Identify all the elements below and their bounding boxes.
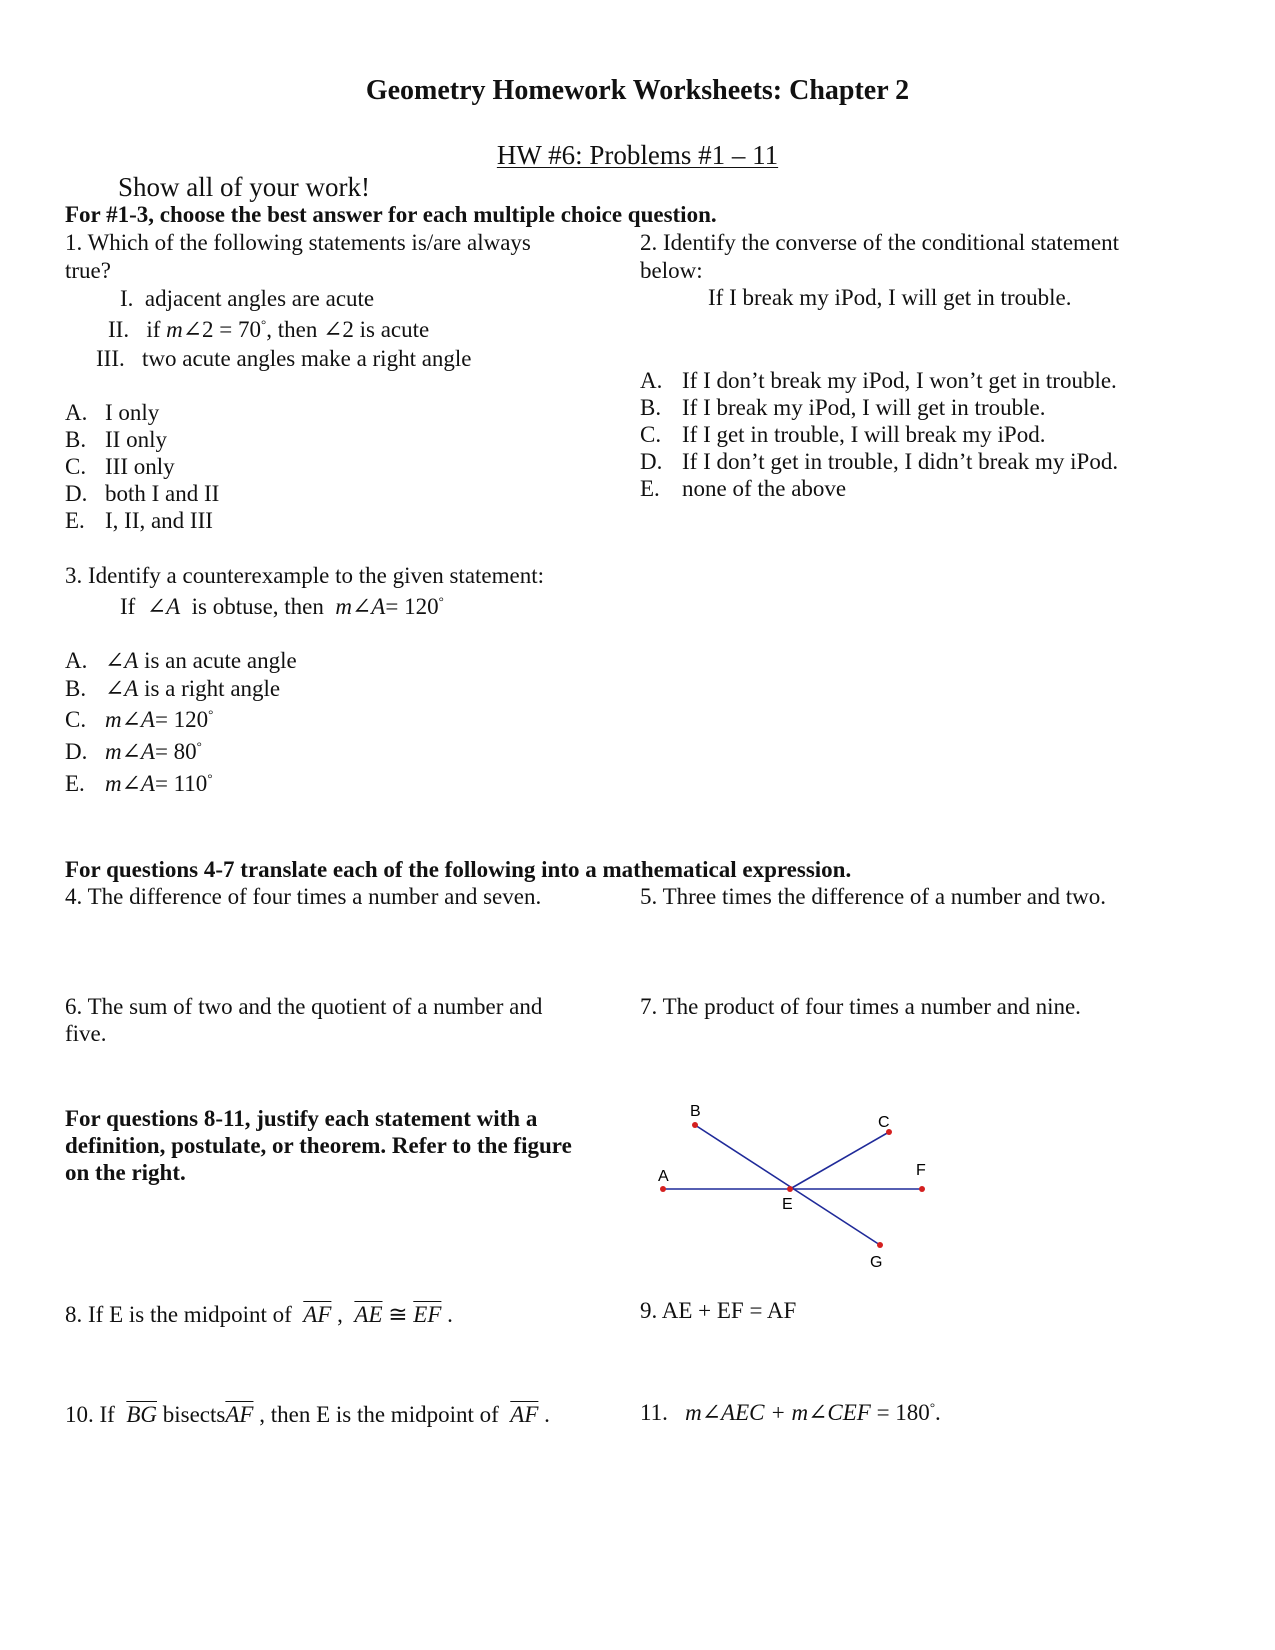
q1-statement-2-eq: 2 = 70 bbox=[202, 317, 262, 342]
section3-heading-line1: For questions 8-11, justify each statement with a bbox=[65, 1106, 538, 1131]
q1-statement-1-num: I. bbox=[120, 286, 134, 311]
q1-statement-2-then: , then bbox=[266, 317, 318, 342]
point-g bbox=[877, 1242, 883, 1248]
q8-seg2: $\overline{AE}$ bbox=[354, 1302, 383, 1327]
question-6-line2: five. bbox=[65, 1021, 107, 1046]
q3-choice-e-text: = 110 bbox=[154, 771, 208, 796]
section3-heading-line3: on the right. bbox=[65, 1160, 186, 1185]
q2-choice-e-letter: E. bbox=[640, 476, 660, 501]
q3-choice-c-text: = 120 bbox=[154, 707, 209, 732]
q3-statement-deg: ° bbox=[438, 593, 444, 609]
q10-seg2: $\overline{AF}$ bbox=[225, 1402, 254, 1427]
q11-num: 11. bbox=[640, 1400, 668, 1425]
q11-expr: m∠AEC + m∠CEF bbox=[685, 1400, 871, 1425]
q2-choice-c-text: If I get in trouble, I will break my iPod. bbox=[682, 422, 1046, 447]
point-f bbox=[919, 1186, 925, 1192]
q1-choice-d[interactable] bbox=[65, 481, 219, 507]
label-c: C bbox=[878, 1114, 890, 1131]
q2-choice-d[interactable] bbox=[640, 449, 1118, 475]
q3-choice-d[interactable] bbox=[65, 739, 202, 765]
instruction: Show all of your work! bbox=[118, 172, 370, 202]
q3-statement-angle: ∠A bbox=[146, 594, 181, 619]
q3-choice-c-deg: ° bbox=[208, 706, 214, 722]
q3-choice-a-letter: A. bbox=[65, 648, 88, 673]
q1-choice-a-letter: A. bbox=[65, 400, 88, 425]
q1-statement-2-angle2: ∠ bbox=[323, 317, 343, 342]
q3-choice-a-text: is an acute angle bbox=[144, 648, 297, 673]
q3-statement-if: If bbox=[120, 594, 136, 619]
line-bg bbox=[695, 1125, 880, 1245]
q8-seg3: $\overline{EF}$ bbox=[413, 1302, 442, 1327]
page-title: Geometry Homework Worksheets: Chapter 2 bbox=[365, 75, 910, 106]
q3-line1: 3. Identify a counterexample to the given statement: bbox=[65, 563, 545, 588]
q3-choice-e[interactable] bbox=[65, 771, 213, 797]
q2-statement: If I break my iPod, I will get in trouble. bbox=[708, 285, 1072, 310]
q1-choice-b-text: II only bbox=[105, 427, 167, 452]
q3-choice-d-text: = 80 bbox=[154, 739, 197, 764]
q1-choice-d-text: both I and II bbox=[105, 481, 220, 506]
question-7: 7. The product of four times a number and nine. bbox=[640, 994, 1081, 1019]
q1-statement-1-text: adjacent angles are acute bbox=[144, 286, 375, 311]
question-9: 9. AE + EF = AF bbox=[640, 1298, 797, 1323]
q3-choice-e-deg: ° bbox=[207, 770, 213, 786]
page-subtitle: HW #6: Problems #1 – 11 bbox=[496, 140, 779, 170]
q1-statement-2-deg: ° bbox=[261, 316, 267, 332]
q1-choice-b-letter: B. bbox=[65, 427, 87, 452]
q11-eq: = 180 bbox=[876, 1400, 930, 1425]
q3-choice-a-math: ∠A bbox=[105, 648, 139, 673]
q3-choice-d-deg: ° bbox=[196, 738, 202, 754]
section2-heading: For questions 4-7 translate each of the following into a mathematical expression. bbox=[65, 857, 852, 882]
q2-choice-c[interactable] bbox=[640, 422, 1045, 448]
q10-pre: 10. If bbox=[65, 1402, 115, 1427]
question-11 bbox=[640, 1400, 941, 1426]
q10-seg3: $\overline{AF}$ bbox=[510, 1402, 539, 1427]
q3-statement-mid: is obtuse, then bbox=[191, 594, 324, 619]
label-a: A bbox=[658, 1168, 669, 1185]
q10-post: , then E is the midpoint of bbox=[259, 1402, 499, 1427]
q8-pre: 8. If E is the midpoint of bbox=[65, 1302, 292, 1327]
question-10 bbox=[65, 1402, 550, 1428]
q1-choice-a[interactable] bbox=[65, 400, 159, 426]
q8-cong: ≅ bbox=[388, 1302, 408, 1327]
q1-statement-3-num: III. bbox=[96, 346, 125, 371]
q3-choice-c-math: m∠A bbox=[105, 707, 155, 732]
q1-statement-1 bbox=[120, 286, 374, 312]
q2-choice-e-text: none of the above bbox=[682, 476, 847, 501]
q2-choice-b[interactable] bbox=[640, 395, 1045, 421]
q2-line1: 2. Identify the converse of the conditional statement bbox=[640, 230, 1120, 255]
question-5: 5. Three times the difference of a number and two. bbox=[640, 884, 1107, 909]
q1-choice-e[interactable] bbox=[65, 508, 213, 534]
q1-choice-b[interactable] bbox=[65, 427, 167, 453]
q3-choice-b-math: ∠A bbox=[105, 676, 139, 701]
q3-choice-b-letter: B. bbox=[65, 676, 87, 701]
q1-choice-e-letter: E. bbox=[65, 508, 85, 533]
q2-choice-d-letter: D. bbox=[640, 449, 663, 474]
q1-statement-3 bbox=[96, 346, 472, 372]
q1-statement-3-text: two acute angles make a right angle bbox=[141, 346, 472, 371]
section1-heading: For #1-3, choose the best answer for each multiple choice question. bbox=[65, 202, 717, 227]
q8-seg1: $\overline{AF}$ bbox=[303, 1302, 332, 1327]
q3-statement-m: m∠A bbox=[335, 594, 386, 619]
q1-choice-e-text: I, II, and III bbox=[105, 508, 213, 533]
q1-statement-2-m: m bbox=[166, 317, 183, 342]
q1-line1: 1. Which of the following statements is/are always bbox=[65, 230, 531, 255]
q3-choice-e-letter: E. bbox=[65, 771, 85, 796]
q2-choice-a-text: If I don’t break my iPod, I won’t get in trouble. bbox=[682, 368, 1117, 393]
q2-choice-d-text: If I don’t get in trouble, I didn’t break my iPod. bbox=[682, 449, 1119, 474]
q3-choice-c-letter: C. bbox=[65, 707, 87, 732]
question-8 bbox=[65, 1302, 453, 1328]
label-e: E bbox=[782, 1196, 793, 1213]
point-b bbox=[692, 1122, 698, 1128]
q2-choice-a-letter: A. bbox=[640, 368, 663, 393]
q1-line2: true? bbox=[65, 258, 111, 283]
q10-end: . bbox=[544, 1402, 550, 1427]
q11-deg: ° bbox=[929, 1399, 936, 1415]
section3-heading-line2: definition, postulate, or theorem. Refer to the figure bbox=[65, 1133, 572, 1158]
q1-statement-2-angle: ∠ bbox=[182, 317, 203, 342]
q1-choice-c-text: III only bbox=[105, 454, 175, 479]
q1-statement-2-end: 2 is acute bbox=[342, 317, 430, 342]
q3-choice-b[interactable] bbox=[65, 676, 280, 702]
label-g: G bbox=[870, 1254, 883, 1271]
q2-choice-b-text: If I break my iPod, I will get in trouble. bbox=[682, 395, 1046, 420]
q1-choice-c[interactable] bbox=[65, 454, 175, 480]
q8-end: . bbox=[447, 1302, 453, 1327]
label-f: F bbox=[916, 1162, 926, 1179]
q1-statement-2 bbox=[108, 317, 429, 343]
q3-statement bbox=[120, 594, 444, 620]
q3-choice-a[interactable] bbox=[65, 648, 297, 674]
geometry-figure bbox=[640, 1100, 940, 1280]
question-4: 4. The difference of four times a number and seven. bbox=[65, 884, 542, 909]
q1-statement-2-num: II. bbox=[108, 317, 130, 342]
point-e bbox=[787, 1186, 793, 1192]
q11-end: . bbox=[935, 1400, 941, 1425]
q2-choice-c-letter: C. bbox=[640, 422, 662, 447]
line-ec bbox=[790, 1132, 889, 1189]
label-b: B bbox=[690, 1103, 701, 1120]
q2-choice-a[interactable] bbox=[640, 368, 1117, 394]
q3-choice-e-math: m∠A bbox=[105, 771, 155, 796]
q3-choice-b-text: is a right angle bbox=[144, 676, 281, 701]
question-6-line1: 6. The sum of two and the quotient of a number and bbox=[65, 994, 543, 1019]
q1-choice-c-letter: C. bbox=[65, 454, 87, 479]
q1-choice-d-letter: D. bbox=[65, 481, 88, 506]
q3-choice-d-letter: D. bbox=[65, 739, 88, 764]
q1-choice-a-text: I only bbox=[105, 400, 160, 425]
q2-line2: below: bbox=[640, 258, 703, 283]
q3-statement-eq: = 120 bbox=[385, 594, 439, 619]
q2-choice-e[interactable] bbox=[640, 476, 846, 502]
q2-choice-b-letter: B. bbox=[640, 395, 662, 420]
point-a bbox=[660, 1186, 666, 1192]
q8-comma: , bbox=[337, 1302, 343, 1327]
q3-choice-c[interactable] bbox=[65, 707, 213, 733]
q3-choice-d-math: m∠A bbox=[105, 739, 155, 764]
q10-seg1: $\overline{BG}$ bbox=[126, 1402, 157, 1427]
q1-statement-2-if: if bbox=[146, 317, 161, 342]
q10-mid: bisects bbox=[162, 1402, 226, 1427]
